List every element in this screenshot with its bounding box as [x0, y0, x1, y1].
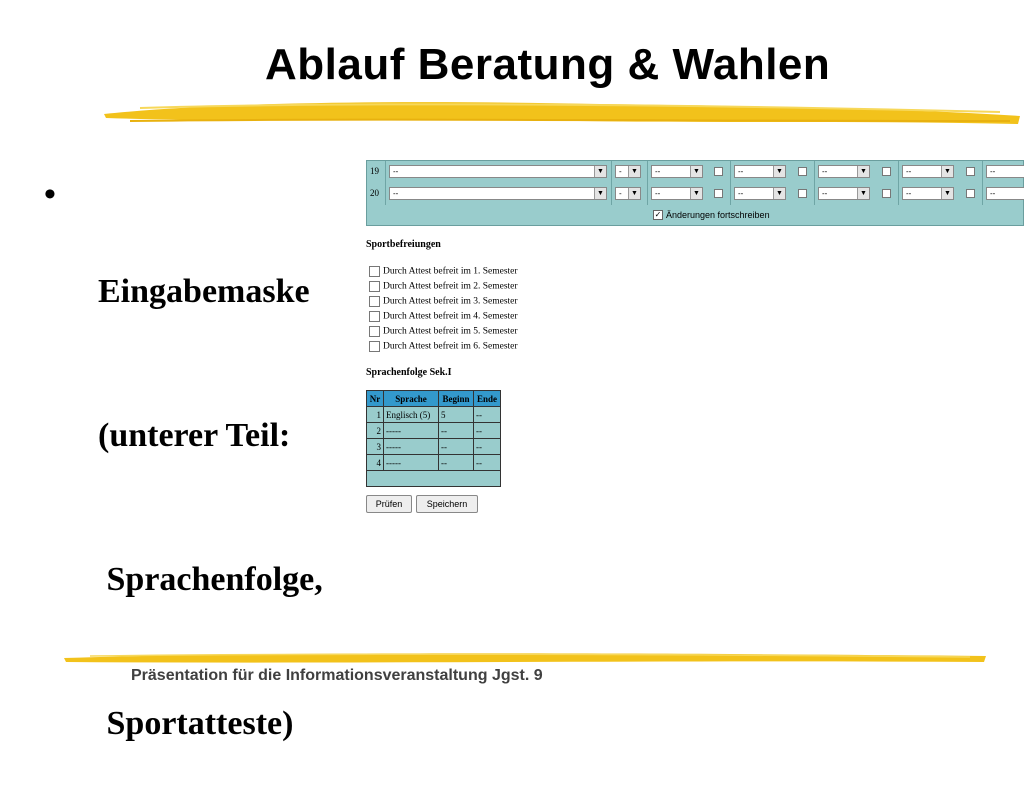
sport-option-label: Durch Attest befreit im 1. Semester [383, 266, 518, 277]
sport-option[interactable] [369, 296, 518, 307]
course-select-value: -- [738, 167, 744, 176]
subject-select[interactable] [389, 165, 607, 178]
table-cell: 3 [367, 439, 384, 455]
update-checkbox[interactable]: ✓ [654, 210, 662, 219]
level-select[interactable] [615, 187, 641, 200]
sport-option[interactable] [369, 341, 518, 352]
begin-select[interactable]: -- [439, 439, 474, 455]
bullet-line: (unterer Teil: [98, 417, 291, 454]
course-select[interactable] [902, 165, 954, 178]
course-checkbox[interactable] [798, 189, 807, 198]
course-select-value: -- [738, 189, 744, 198]
course-select-value: -- [990, 189, 996, 198]
course-select[interactable] [986, 165, 1024, 178]
course-select[interactable] [651, 187, 703, 200]
begin-select[interactable]: -- [439, 455, 474, 471]
table-cell: 2 [367, 423, 384, 439]
sport-option[interactable] [369, 281, 518, 292]
subject-grid [366, 160, 1024, 226]
save-button[interactable]: Speichern [416, 495, 478, 513]
chevron-down-icon: ▼ [773, 166, 785, 177]
end-select[interactable]: -- [474, 455, 501, 471]
sport-checkbox[interactable] [369, 296, 380, 307]
table-row [367, 407, 501, 423]
chevron-down-icon: ▼ [594, 188, 606, 199]
course-select[interactable] [651, 165, 703, 178]
chevron-down-icon: ▼ [690, 188, 702, 199]
subject-select[interactable] [389, 187, 607, 200]
chevron-down-icon: ▼ [941, 166, 953, 177]
column-header: Beginn [439, 391, 474, 407]
title-underline-brush [100, 94, 1024, 128]
end-select[interactable]: -- [474, 439, 501, 455]
table-row [367, 439, 501, 455]
update-row [367, 205, 1024, 225]
column-header: Ende [474, 391, 501, 407]
sport-option-label: Durch Attest befreit im 2. Semester [383, 281, 518, 292]
course-select-value: -- [655, 189, 661, 198]
table-footer-cell [367, 471, 501, 487]
sport-option[interactable] [369, 326, 518, 337]
course-select-value: -- [906, 167, 912, 176]
chevron-down-icon: ▼ [594, 166, 606, 177]
level-select-value: - [619, 189, 622, 198]
table-footer-row [367, 471, 501, 487]
sport-checkbox[interactable] [369, 326, 380, 337]
course-select[interactable] [902, 187, 954, 200]
bullet-marker: • [44, 176, 56, 213]
begin-select[interactable]: 5 [439, 407, 474, 423]
row-number: 19 [370, 166, 379, 176]
language-table [366, 390, 501, 487]
language-select[interactable]: ----- [384, 455, 439, 471]
chevron-down-icon: ▼ [857, 166, 869, 177]
sport-option[interactable] [369, 266, 518, 277]
language-heading: Sprachenfolge Sek.I [366, 367, 452, 378]
course-checkbox[interactable] [714, 189, 723, 198]
check-button[interactable]: Prüfen [366, 495, 412, 513]
course-select-value: -- [990, 167, 996, 176]
begin-select[interactable]: -- [439, 423, 474, 439]
language-select[interactable]: Englisch (5) [384, 407, 439, 423]
chevron-down-icon: ▼ [773, 188, 785, 199]
language-select[interactable]: ----- [384, 439, 439, 455]
course-select-value: -- [822, 167, 828, 176]
sport-option[interactable] [369, 311, 518, 322]
course-select[interactable] [818, 165, 870, 178]
chevron-down-icon: ▼ [857, 188, 869, 199]
course-checkbox[interactable] [966, 189, 975, 198]
course-select[interactable] [986, 187, 1024, 200]
chevron-down-icon: ▼ [628, 188, 640, 199]
course-checkbox[interactable] [882, 189, 891, 198]
chevron-down-icon: ▼ [941, 188, 953, 199]
language-select[interactable]: ----- [384, 423, 439, 439]
level-select-value: - [619, 167, 622, 176]
table-cell: 4 [367, 455, 384, 471]
column-header: Nr [367, 391, 384, 407]
sport-option-label: Durch Attest befreit im 6. Semester [383, 341, 518, 352]
row-number: 20 [370, 188, 379, 198]
course-checkbox[interactable] [714, 167, 723, 176]
sport-checkbox[interactable] [369, 341, 380, 352]
chevron-down-icon: ▼ [628, 166, 640, 177]
end-select[interactable]: -- [474, 407, 501, 423]
level-select[interactable] [615, 165, 641, 178]
table-row [367, 423, 501, 439]
end-select[interactable]: -- [474, 423, 501, 439]
update-checkbox-label: Änderungen fortschreiben [666, 210, 770, 220]
form-screenshot [366, 160, 1024, 520]
subject-select-value: -- [393, 167, 399, 176]
table-row [367, 455, 501, 471]
table-cell: 1 [367, 407, 384, 423]
subject-select-value: -- [393, 189, 399, 198]
course-select-value: -- [655, 167, 661, 176]
course-select[interactable] [734, 165, 786, 178]
bullet-line: Eingabemaske [98, 273, 310, 310]
course-checkbox[interactable] [966, 167, 975, 176]
sport-option-label: Durch Attest befreit im 4. Semester [383, 311, 518, 322]
sport-checkbox[interactable] [369, 311, 380, 322]
course-checkbox[interactable] [798, 167, 807, 176]
course-select-value: -- [906, 189, 912, 198]
chevron-down-icon: ▼ [690, 166, 702, 177]
bullet-line: Sportatteste) [98, 705, 294, 742]
sport-checkbox[interactable] [369, 266, 380, 277]
course-select[interactable] [818, 187, 870, 200]
bullet-text [98, 172, 323, 796]
course-checkbox[interactable] [882, 167, 891, 176]
footer-text: Präsentation für die Informationsveranstaltung Jgst. 9 [131, 667, 543, 684]
bullet-line: Sprachenfolge, [98, 561, 323, 598]
table-header-row [367, 391, 501, 407]
grid-row-19 [367, 161, 1024, 183]
footer-brush [60, 648, 990, 668]
column-header: Sprache [384, 391, 439, 407]
course-select[interactable] [734, 187, 786, 200]
grid-row-20 [367, 183, 1024, 205]
sport-heading: Sportbefreiungen [366, 239, 441, 250]
sport-option-label: Durch Attest befreit im 3. Semester [383, 296, 518, 307]
sport-option-label: Durch Attest befreit im 5. Semester [383, 326, 518, 337]
slide-title: Ablauf Beratung & Wahlen [265, 40, 831, 89]
sport-checkbox[interactable] [369, 281, 380, 292]
course-select-value: -- [822, 189, 828, 198]
